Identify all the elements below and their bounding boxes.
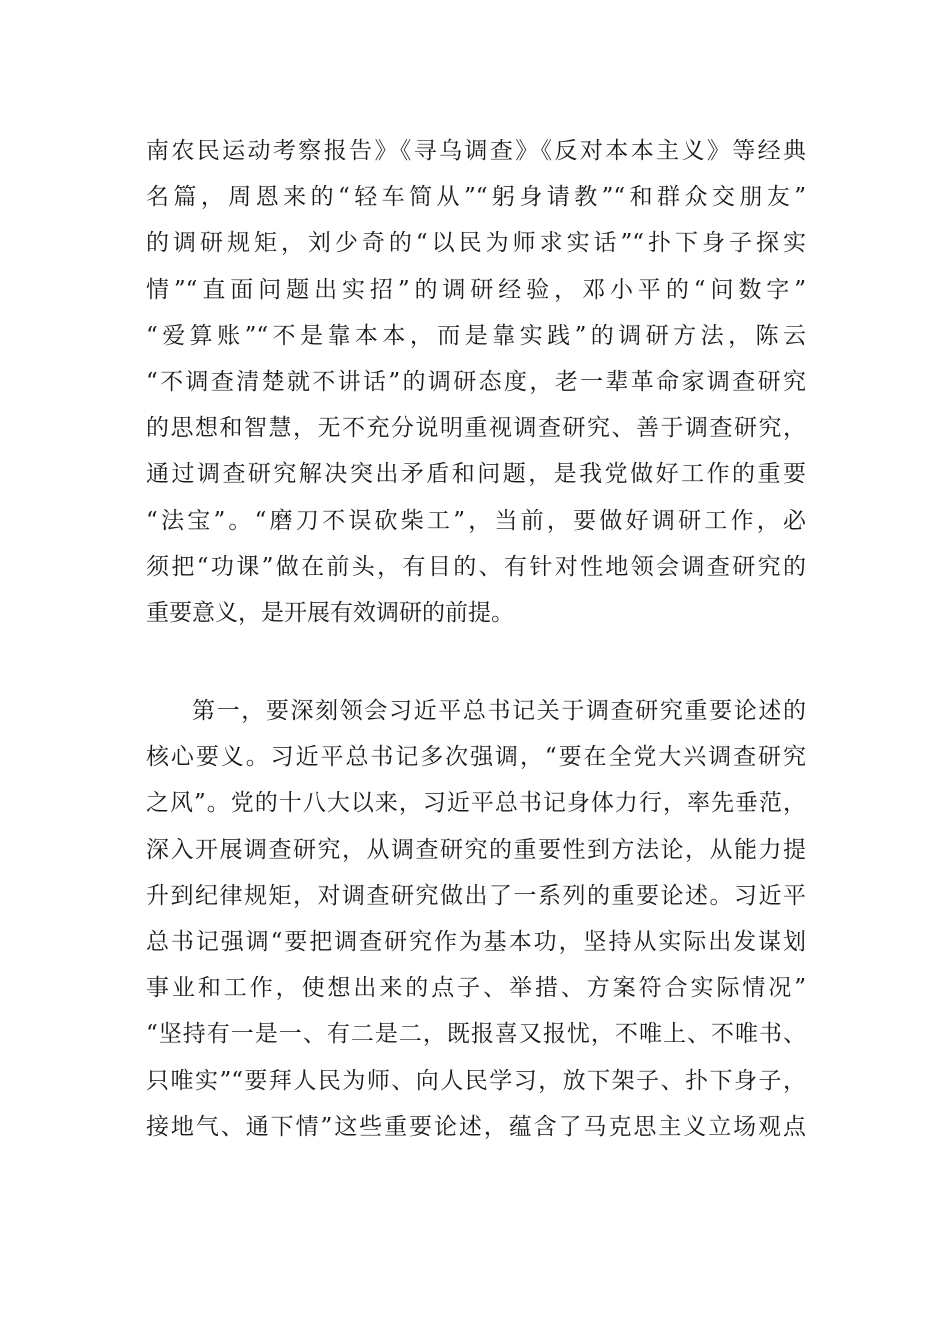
text-line: 须把“功课”做在前头，有目的、有针对性地领会调查研究的 xyxy=(146,553,806,580)
text-line: 南农民运动考察报告》《寻乌调查》《反对本本主义》等经典 xyxy=(146,138,806,164)
text-line: 总书记强调“要把调查研究作为基本功，坚持从实际出发谋划 xyxy=(146,928,806,955)
text-line: 通过调查研究解决突出矛盾和问题，是我党做好工作的重要 xyxy=(146,461,806,488)
text-line: 深入开展调查研究，从调查研究的重要性到方法论，从能力提 xyxy=(146,836,806,863)
text-line: 事业和工作，使想出来的点子、举措、方案符合实际情况” xyxy=(146,975,806,1002)
text-line-last: 重要意义，是开展有效调研的前提。 xyxy=(146,599,514,626)
text-line: 接地气、通下情”这些重要论述，蕴含了马克思主义立场观点 xyxy=(146,1113,806,1140)
text-line: 的调研规矩，刘少奇的“以民为师求实话”“扑下身子探实 xyxy=(146,230,806,257)
text-line: 只唯实”“要拜人民为师、向人民学习，放下架子、扑下身子， xyxy=(146,1067,806,1094)
paragraph-1 xyxy=(146,128,806,636)
text-line: 之风”。党的十八大以来，习近平总书记身体力行，率先垂范， xyxy=(146,790,806,817)
text-line: “坚持有一是一、有二是二，既报喜又报忧，不唯上、不唯书、 xyxy=(146,1021,806,1048)
text-line: “爱算账”“不是靠本本，而是靠实践”的调研方法，陈云 xyxy=(146,322,806,349)
text-line-first: 第一，要深刻领会习近平总书记关于调查研究重要论述的 xyxy=(192,698,806,724)
text-line: “法宝”。“磨刀不误砍柴工”，当前，要做好调研工作，必 xyxy=(146,507,806,534)
paragraph-2 xyxy=(146,688,806,1150)
text-line: 情”“直面问题出实招”的调研经验，邓小平的“问数字” xyxy=(146,276,806,303)
text-line: 的思想和智慧，无不充分说明重视调查研究、善于调查研究， xyxy=(146,415,806,442)
text-line: 核心要义。习近平总书记多次强调，“要在全党大兴调查研究 xyxy=(146,744,806,771)
text-line: 名篇，周恩来的“轻车简从”“躬身请教”“和群众交朋友” xyxy=(146,184,806,211)
text-line: 升到纪律规矩，对调查研究做出了一系列的重要论述。习近平 xyxy=(146,882,806,909)
text-line: “不调查清楚就不讲话”的调研态度，老一辈革命家调查研究 xyxy=(146,368,806,395)
